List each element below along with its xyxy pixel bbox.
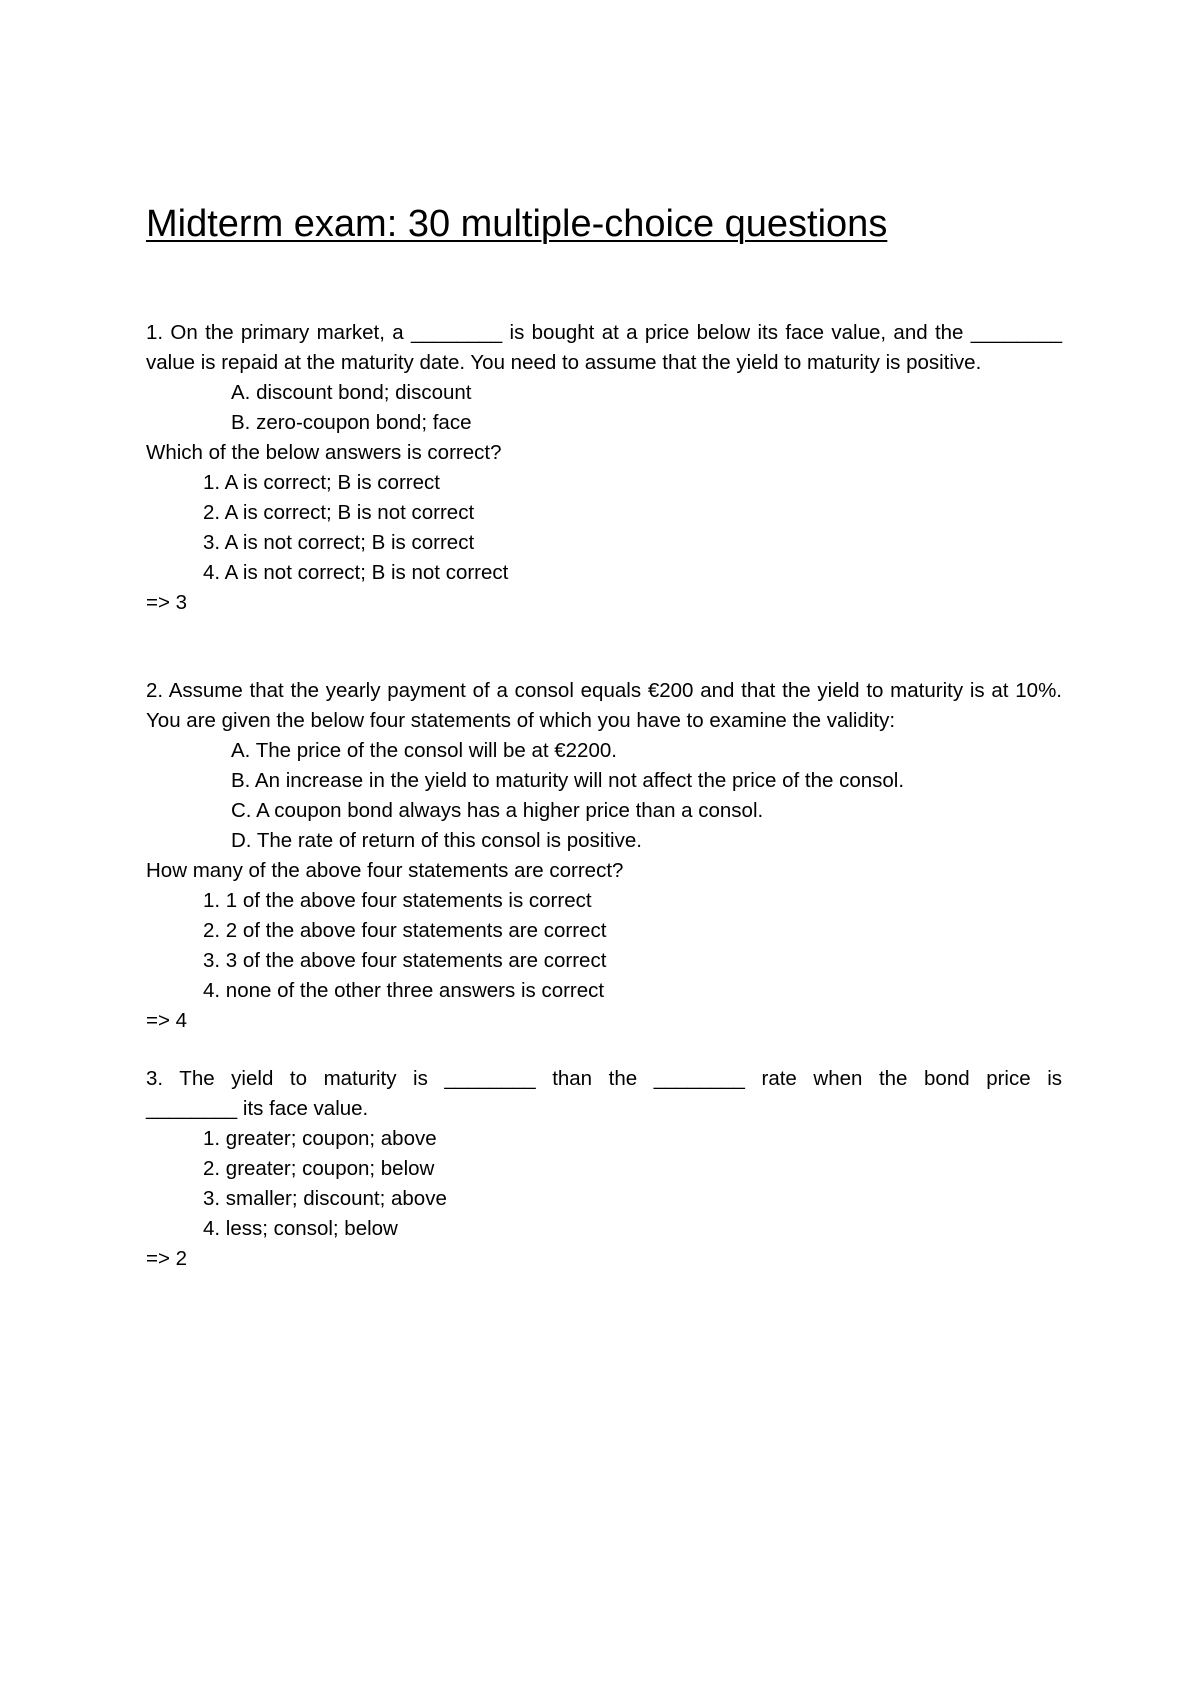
- answer-option-1: 1. greater; coupon; above: [203, 1127, 437, 1150]
- question-stem: 2. Assume that the yearly payment of a consol equals €200 and that the yield to maturity is at 10%. You are given the below four statements of which you have to examine the validity:: [146, 679, 1062, 732]
- answer-option-1: 1. 1 of the above four statements is correct: [203, 889, 592, 912]
- question-stem-line-2: ________ its face value.: [146, 1097, 369, 1120]
- correct-answer: => 2: [146, 1247, 188, 1270]
- question-3: [146, 1064, 1062, 1274]
- answer-option-4: 4. less; consol; below: [203, 1217, 398, 1240]
- statement-a: A. discount bond; discount: [231, 381, 472, 404]
- answer-option-4: 4. A is not correct; B is not correct: [203, 561, 509, 584]
- answer-option-2: 2. 2 of the above four statements are correct: [203, 919, 607, 942]
- statement-b: B. zero-coupon bond; face: [231, 411, 472, 434]
- question-1: [146, 318, 1062, 618]
- statement-c: C. A coupon bond always has a higher price than a consol.: [231, 799, 764, 822]
- page-title: Midterm exam: 30 multiple-choice questions: [146, 203, 888, 245]
- answer-option-3: 3. smaller; discount; above: [203, 1187, 447, 1210]
- statement-d: D. The rate of return of this consol is positive.: [231, 829, 642, 852]
- answer-option-2: 2. greater; coupon; below: [203, 1157, 435, 1180]
- question-stem: 1. On the primary market, a ________ is bought at a price below its face value, and the ________ value is repaid at the maturity date. You need to assume that the yield to maturity is positive.: [146, 321, 1062, 374]
- question-stem-line-1: 3. The yield to maturity is ________ than the ________ rate when the bond price is: [146, 1067, 1062, 1090]
- statement-a: A. The price of the consol will be at €2200.: [231, 739, 617, 762]
- correct-answer: => 4: [146, 1009, 188, 1032]
- answer-option-3: 3. A is not correct; B is correct: [203, 531, 475, 554]
- question-prompt: How many of the above four statements are correct?: [146, 859, 624, 882]
- answer-option-1: 1. A is correct; B is correct: [203, 471, 440, 494]
- statement-b: B. An increase in the yield to maturity will not affect the price of the consol.: [231, 769, 905, 792]
- answer-option-2: 2. A is correct; B is not correct: [203, 501, 475, 524]
- question-2: [146, 676, 1062, 1036]
- answer-option-4: 4. none of the other three answers is correct: [203, 979, 605, 1002]
- exam-page: [146, 194, 1062, 1274]
- question-prompt: Which of the below answers is correct?: [146, 441, 502, 464]
- answer-option-3: 3. 3 of the above four statements are correct: [203, 949, 607, 972]
- correct-answer: => 3: [146, 591, 188, 614]
